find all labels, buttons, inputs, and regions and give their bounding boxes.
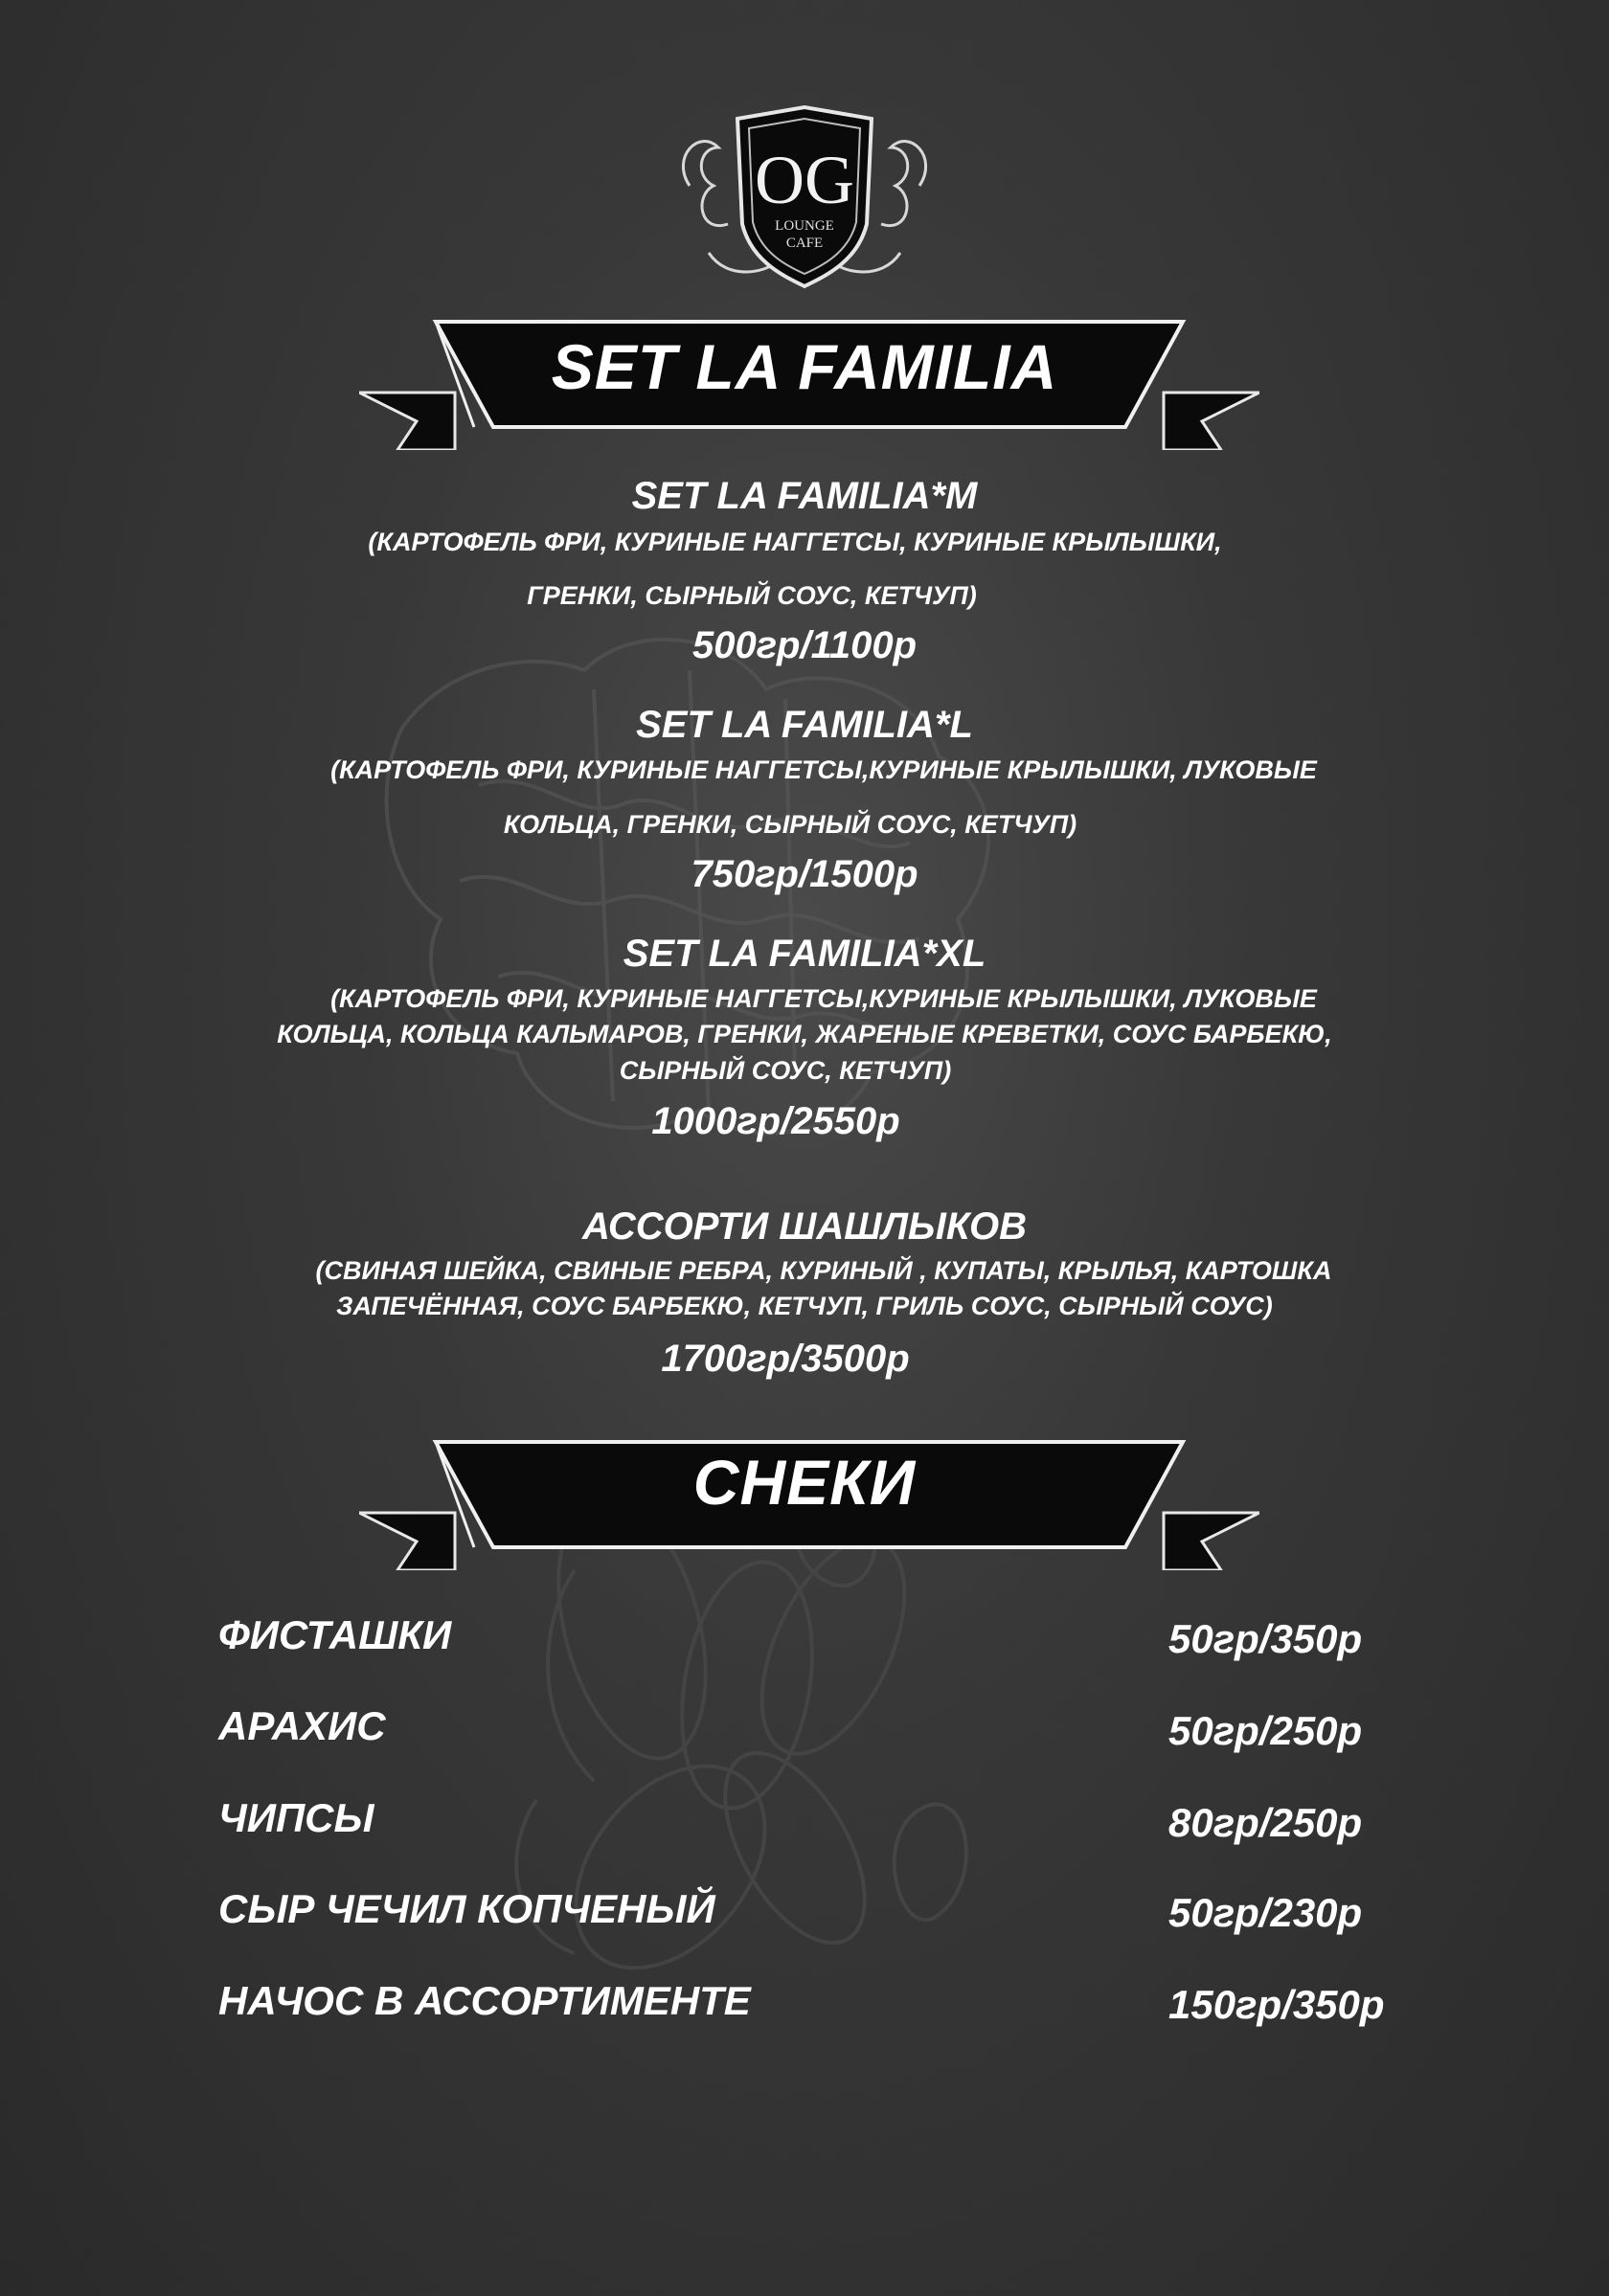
snack-price: 50гр/350р: [1168, 1616, 1363, 1661]
set-description: (КАРТОФЕЛЬ ФРИ, КУРИНЫЕ НАГГЕТСЫ,КУРИНЫЕ КРЫЛЫШКИ, ЛУКОВЫЕ: [330, 984, 1317, 1013]
set-price: 500гр/1100р: [691, 624, 918, 666]
set-price: 750гр/1500р: [691, 853, 918, 895]
svg-text:OG: OG: [755, 142, 854, 218]
set-description: КОЛЬЦА, ГРЕНКИ, СЫРНЫЙ СОУС, КЕТЧУП): [503, 810, 1077, 839]
snack-name: НАЧОС В АССОРТИМЕНТЕ: [218, 1978, 751, 2023]
set-description: СЫРНЫЙ СОУС, КЕТЧУП): [619, 1056, 952, 1085]
snack-name: ФИСТАШКИ: [218, 1612, 452, 1657]
section-title-set-la-familia: SET LA FAMILIA: [551, 331, 1058, 402]
snack-price: 80гр/250р: [1168, 1800, 1363, 1845]
set-description: ЗАПЕЧЁННАЯ, СОУС БАРБЕКЮ, КЕТЧУП, ГРИЛЬ СОУС, СЫРНЫЙ СОУС): [336, 1292, 1273, 1320]
svg-text:CAFE: CAFE: [785, 236, 824, 251]
snack-name: СЫР ЧЕЧИЛ КОПЧЕНЫЙ: [218, 1886, 715, 1931]
set-title: SET LA FAMILIA*M: [631, 475, 978, 517]
snack-name: ЧИПСЫ: [218, 1795, 374, 1840]
set-title: SET LA FAMILIA*L: [636, 704, 973, 746]
svg-text:LOUNGE: LOUNGE: [775, 218, 834, 234]
set-price: 1000гр/2550р: [651, 1100, 900, 1142]
snack-price: 150гр/350р: [1168, 1982, 1385, 2027]
set-price: 1700гр/3500р: [661, 1338, 910, 1380]
snack-name: АРАХИС: [218, 1703, 386, 1748]
snack-price: 50гр/250р: [1168, 1708, 1363, 1753]
set-description: КОЛЬЦА, КОЛЬЦА КАЛЬМАРОВ, ГРЕНКИ, ЖАРЕНЫЕ КРЕВЕТКИ, СОУС БАРБЕКЮ,: [277, 1020, 1332, 1048]
set-description: (КАРТОФЕЛЬ ФРИ, КУРИНЫЕ НАГГЕТСЫ,КУРИНЫЕ КРЫЛЫШКИ, ЛУКОВЫЕ: [330, 755, 1317, 784]
set-title: SET LA FAMILIA*XL: [623, 933, 986, 975]
og-lounge-cafe-logo: [670, 100, 939, 291]
snack-price: 50гр/230р: [1168, 1890, 1363, 1935]
set-title: АССОРТИ ШАШЛЫКОВ: [581, 1205, 1027, 1248]
set-description: (СВИНАЯ ШЕЙКА, СВИНЫЕ РЕБРА, КУРИНЫЙ , КУПАТЫ, КРЫЛЬЯ, КАРТОШКА: [315, 1256, 1332, 1285]
set-description: ГРЕНКИ, СЫРНЫЙ СОУС, КЕТЧУП): [527, 581, 977, 610]
set-description: (КАРТОФЕЛЬ ФРИ, КУРИНЫЕ НАГГЕТСЫ, КУРИНЫЕ КРЫЛЫШКИ,: [368, 528, 1222, 556]
section-title-snacks: СНЕКИ: [692, 1447, 917, 1518]
